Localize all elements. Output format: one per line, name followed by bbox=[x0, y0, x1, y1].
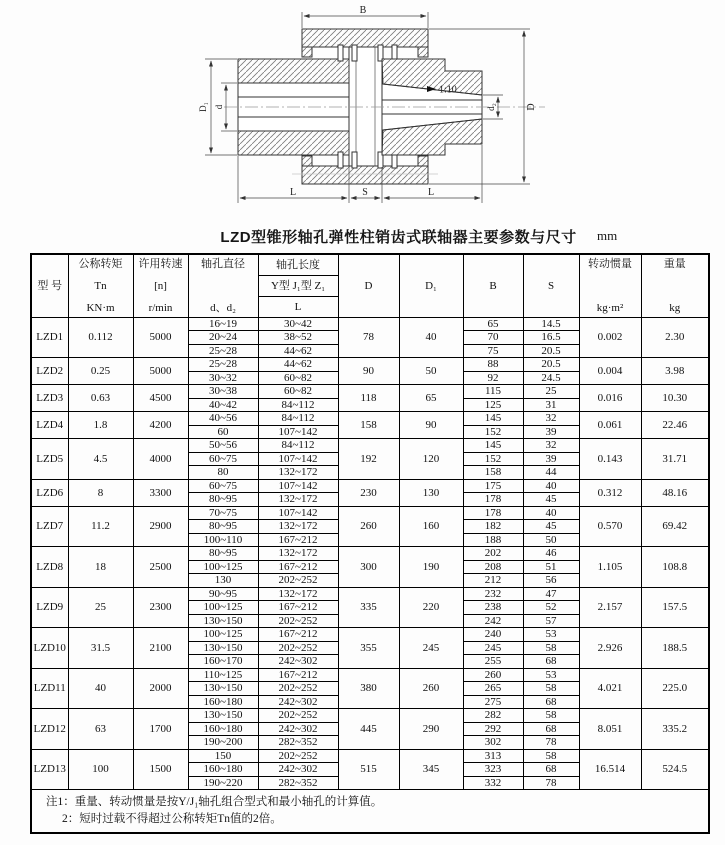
table-body bbox=[31, 317, 709, 790]
header-torque-unit: KN·m bbox=[86, 301, 115, 314]
cell-S: 14.5 bbox=[523, 317, 579, 331]
table-row bbox=[31, 587, 709, 601]
cell-speed: 2900 bbox=[133, 506, 188, 547]
cell-bore-dia: 100~125 bbox=[188, 628, 258, 642]
cell-bore-dia: 25~28 bbox=[188, 358, 258, 372]
cell-S: 58 bbox=[523, 682, 579, 696]
dim-label-D: D bbox=[526, 103, 537, 111]
cell-bore-dia: 30~32 bbox=[188, 371, 258, 385]
cell-bore-dia: 100~110 bbox=[188, 533, 258, 547]
cell-weight: 157.5 bbox=[641, 587, 709, 628]
cell-speed: 1700 bbox=[133, 709, 188, 750]
cell-bore-dia: 80~95 bbox=[188, 547, 258, 561]
coupling-section bbox=[238, 29, 482, 184]
cell-S: 51 bbox=[523, 560, 579, 574]
cell-B: 152 bbox=[463, 425, 523, 439]
cell-D1: 160 bbox=[399, 506, 463, 547]
cell-D: 158 bbox=[338, 412, 399, 439]
cell-weight: 524.5 bbox=[641, 749, 709, 790]
cell-B: 175 bbox=[463, 479, 523, 493]
cell-bore-len: 202~252 bbox=[258, 574, 338, 588]
cell-S: 20.5 bbox=[523, 344, 579, 358]
cell-bore-dia: 30~38 bbox=[188, 385, 258, 399]
cell-S: 58 bbox=[523, 709, 579, 723]
header-torque-sym: Tn bbox=[94, 279, 107, 292]
cell-bore-len: 202~252 bbox=[258, 614, 338, 628]
cell-S: 50 bbox=[523, 533, 579, 547]
cell-D: 230 bbox=[338, 479, 399, 506]
cell-S: 68 bbox=[523, 763, 579, 777]
cell-D: 445 bbox=[338, 709, 399, 750]
cell-bore-len: 44~62 bbox=[258, 344, 338, 358]
table-row bbox=[31, 628, 709, 642]
header-inertia-cn: 转动惯量 bbox=[588, 257, 632, 270]
cell-S: 39 bbox=[523, 425, 579, 439]
cell-B: 182 bbox=[463, 520, 523, 534]
cell-bore-dia: 130~150 bbox=[188, 641, 258, 655]
table-row bbox=[31, 709, 709, 723]
cell-speed: 3300 bbox=[133, 479, 188, 506]
cell-speed: 2300 bbox=[133, 587, 188, 628]
cell-D1: 65 bbox=[399, 385, 463, 412]
cell-speed: 4000 bbox=[133, 439, 188, 480]
cell-inertia: 2.926 bbox=[579, 628, 641, 669]
cell-S: 47 bbox=[523, 587, 579, 601]
cell-inertia: 0.570 bbox=[579, 506, 641, 547]
cell-model: LZD10 bbox=[31, 628, 68, 669]
unit-label: mm bbox=[597, 228, 618, 243]
title-row bbox=[0, 226, 725, 248]
header-speed bbox=[133, 254, 188, 317]
technical-drawing bbox=[0, 0, 725, 220]
table-row bbox=[31, 506, 709, 520]
cell-S: 32 bbox=[523, 439, 579, 453]
cell-B: 158 bbox=[463, 466, 523, 480]
cell-bore-dia: 160~170 bbox=[188, 655, 258, 669]
header-speed-unit: r/min bbox=[148, 301, 173, 314]
table-header bbox=[31, 254, 709, 317]
cell-bore-len: 107~142 bbox=[258, 425, 338, 439]
notes-row bbox=[31, 790, 709, 834]
cell-D1: 40 bbox=[399, 317, 463, 358]
cell-B: 115 bbox=[463, 385, 523, 399]
header-bore-dia bbox=[188, 254, 258, 317]
cell-model: LZD6 bbox=[31, 479, 68, 506]
header-torque bbox=[68, 254, 133, 317]
cell-S: 24.5 bbox=[523, 371, 579, 385]
cell-bore-dia: 16~19 bbox=[188, 317, 258, 331]
cell-bore-dia: 130 bbox=[188, 574, 258, 588]
header-speed-sym: [n] bbox=[154, 279, 167, 292]
cell-bore-dia: 110~125 bbox=[188, 668, 258, 682]
taper-label: 1:10 bbox=[439, 84, 457, 96]
table-row bbox=[31, 749, 709, 763]
header-S: S bbox=[523, 254, 579, 317]
cell-bore-len: 132~172 bbox=[258, 547, 338, 561]
cell-inertia: 0.004 bbox=[579, 358, 641, 385]
cell-B: 92 bbox=[463, 371, 523, 385]
cell-bore-len: 167~212 bbox=[258, 628, 338, 642]
cell-weight: 31.71 bbox=[641, 439, 709, 480]
cell-weight: 10.30 bbox=[641, 385, 709, 412]
cell-speed: 2000 bbox=[133, 668, 188, 709]
cell-bore-len: 132~172 bbox=[258, 466, 338, 480]
cell-speed: 5000 bbox=[133, 358, 188, 385]
cell-S: 58 bbox=[523, 749, 579, 763]
cell-S: 45 bbox=[523, 520, 579, 534]
spec-table bbox=[30, 253, 710, 834]
cell-B: 212 bbox=[463, 574, 523, 588]
header-D: D bbox=[338, 254, 399, 317]
cell-speed: 5000 bbox=[133, 317, 188, 358]
cell-bore-len: 242~302 bbox=[258, 722, 338, 736]
cell-weight: 335.2 bbox=[641, 709, 709, 750]
cell-bore-len: 107~142 bbox=[258, 506, 338, 520]
cell-bore-len: 132~172 bbox=[258, 493, 338, 507]
table-row bbox=[31, 668, 709, 682]
header-bore-len: 轴孔长度 bbox=[258, 254, 338, 275]
cell-B: 145 bbox=[463, 412, 523, 426]
cell-S: 40 bbox=[523, 506, 579, 520]
cell-weight: 225.0 bbox=[641, 668, 709, 709]
table-row bbox=[31, 358, 709, 372]
cell-inertia: 0.016 bbox=[579, 385, 641, 412]
cell-S: 53 bbox=[523, 668, 579, 682]
cell-bore-dia: 60~75 bbox=[188, 479, 258, 493]
cell-model: LZD3 bbox=[31, 385, 68, 412]
cell-bore-dia: 160~180 bbox=[188, 763, 258, 777]
cell-S: 78 bbox=[523, 736, 579, 750]
cell-bore-dia: 130~150 bbox=[188, 709, 258, 723]
cell-torque: 1.8 bbox=[68, 412, 133, 439]
cell-bore-len: 107~142 bbox=[258, 479, 338, 493]
header-D1: D₁ bbox=[399, 254, 463, 317]
cell-D1: 50 bbox=[399, 358, 463, 385]
cell-B: 188 bbox=[463, 533, 523, 547]
cell-torque: 100 bbox=[68, 749, 133, 790]
header-bore-dia-sym: d、d₂ bbox=[210, 301, 236, 314]
cell-bore-dia: 130~150 bbox=[188, 614, 258, 628]
cell-weight: 108.8 bbox=[641, 547, 709, 588]
cell-B: 255 bbox=[463, 655, 523, 669]
cell-speed: 1500 bbox=[133, 749, 188, 790]
cell-B: 178 bbox=[463, 506, 523, 520]
header-B: B bbox=[463, 254, 523, 317]
cell-bore-len: 202~252 bbox=[258, 709, 338, 723]
cell-bore-len: 84~112 bbox=[258, 439, 338, 453]
cell-bore-len: 38~52 bbox=[258, 331, 338, 345]
cell-inertia: 8.051 bbox=[579, 709, 641, 750]
cell-bore-dia: 190~200 bbox=[188, 736, 258, 750]
cell-S: 68 bbox=[523, 695, 579, 709]
dim-label-L-left: L bbox=[289, 187, 297, 198]
cell-B: 313 bbox=[463, 749, 523, 763]
header-speed-cn: 许用转速 bbox=[138, 257, 183, 270]
header-weight bbox=[641, 254, 709, 317]
cell-D: 335 bbox=[338, 587, 399, 628]
cell-B: 242 bbox=[463, 614, 523, 628]
cell-bore-len: 132~172 bbox=[258, 587, 338, 601]
cell-B: 232 bbox=[463, 587, 523, 601]
cell-D1: 290 bbox=[399, 709, 463, 750]
cell-B: 292 bbox=[463, 722, 523, 736]
cell-D1: 130 bbox=[399, 479, 463, 506]
cell-bore-len: 282~352 bbox=[258, 736, 338, 750]
cell-bore-dia: 190~220 bbox=[188, 776, 258, 790]
cell-S: 53 bbox=[523, 628, 579, 642]
cell-B: 152 bbox=[463, 452, 523, 466]
cell-bore-dia: 160~180 bbox=[188, 722, 258, 736]
dim-label-S: S bbox=[362, 187, 368, 198]
cell-S: 45 bbox=[523, 493, 579, 507]
cell-B: 240 bbox=[463, 628, 523, 642]
cell-bore-dia: 40~56 bbox=[188, 412, 258, 426]
cell-speed: 2100 bbox=[133, 628, 188, 669]
cell-S: 16.5 bbox=[523, 331, 579, 345]
cell-inertia: 0.143 bbox=[579, 439, 641, 480]
cell-model: LZD4 bbox=[31, 412, 68, 439]
cell-S: 78 bbox=[523, 776, 579, 790]
cell-B: 145 bbox=[463, 439, 523, 453]
cell-D: 118 bbox=[338, 385, 399, 412]
cell-torque: 31.5 bbox=[68, 628, 133, 669]
page-title: LZD型锥形轴孔弹性柱销齿式联轴器主要参数与尺寸 bbox=[220, 229, 577, 246]
cell-bore-len: 202~252 bbox=[258, 749, 338, 763]
header-torque-cn: 公称转矩 bbox=[78, 257, 123, 270]
cell-model: LZD13 bbox=[31, 749, 68, 790]
dim-label-B: B bbox=[359, 5, 367, 16]
cell-bore-len: 167~212 bbox=[258, 533, 338, 547]
cell-B: 323 bbox=[463, 763, 523, 777]
cell-bore-dia: 40~42 bbox=[188, 398, 258, 412]
cell-bore-dia: 80 bbox=[188, 466, 258, 480]
cell-model: LZD7 bbox=[31, 506, 68, 547]
dim-label-L-right: L bbox=[427, 187, 435, 198]
cell-inertia: 2.157 bbox=[579, 587, 641, 628]
cell-torque: 0.63 bbox=[68, 385, 133, 412]
cell-B: 208 bbox=[463, 560, 523, 574]
table-row bbox=[31, 412, 709, 426]
header-inertia bbox=[579, 254, 641, 317]
cell-B: 65 bbox=[463, 317, 523, 331]
cell-D1: 345 bbox=[399, 749, 463, 790]
header-model: 型 号 bbox=[31, 254, 68, 317]
cell-bore-len: 107~142 bbox=[258, 452, 338, 466]
cell-model: LZD9 bbox=[31, 587, 68, 628]
cell-weight: 3.98 bbox=[641, 358, 709, 385]
cell-D: 380 bbox=[338, 668, 399, 709]
cell-weight: 22.46 bbox=[641, 412, 709, 439]
cell-weight: 188.5 bbox=[641, 628, 709, 669]
dim-label-d: d bbox=[214, 104, 224, 110]
header-weight-cn: 重量 bbox=[663, 257, 686, 270]
cell-S: 20.5 bbox=[523, 358, 579, 372]
cell-torque: 0.112 bbox=[68, 317, 133, 358]
header-weight-unit: kg bbox=[669, 301, 681, 314]
cell-model: LZD1 bbox=[31, 317, 68, 358]
cell-bore-dia: 80~95 bbox=[188, 520, 258, 534]
cell-B: 245 bbox=[463, 641, 523, 655]
cell-S: 57 bbox=[523, 614, 579, 628]
cell-bore-dia: 70~75 bbox=[188, 506, 258, 520]
cell-inertia: 16.514 bbox=[579, 749, 641, 790]
cell-bore-dia: 90~95 bbox=[188, 587, 258, 601]
cell-bore-dia: 100~125 bbox=[188, 560, 258, 574]
cell-D1: 245 bbox=[399, 628, 463, 669]
cell-bore-len: 132~172 bbox=[258, 520, 338, 534]
cell-bore-dia: 60 bbox=[188, 425, 258, 439]
notes-cell bbox=[31, 790, 709, 834]
cell-bore-len: 202~252 bbox=[258, 682, 338, 696]
cell-S: 68 bbox=[523, 722, 579, 736]
cell-weight: 48.16 bbox=[641, 479, 709, 506]
cell-D1: 120 bbox=[399, 439, 463, 480]
cell-D1: 260 bbox=[399, 668, 463, 709]
header-bore-dia-cn: 轴孔直径 bbox=[201, 257, 245, 270]
cell-torque: 18 bbox=[68, 547, 133, 588]
dim-label-D1: D₁ bbox=[198, 102, 208, 112]
table-row bbox=[31, 385, 709, 399]
cell-bore-dia: 100~125 bbox=[188, 601, 258, 615]
cell-speed: 4200 bbox=[133, 412, 188, 439]
cell-D: 515 bbox=[338, 749, 399, 790]
cell-torque: 40 bbox=[68, 668, 133, 709]
cell-bore-len: 60~82 bbox=[258, 385, 338, 399]
cell-bore-dia: 20~24 bbox=[188, 331, 258, 345]
cell-torque: 11.2 bbox=[68, 506, 133, 547]
cell-D1: 190 bbox=[399, 547, 463, 588]
cell-bore-dia: 50~56 bbox=[188, 439, 258, 453]
cell-bore-len: 60~82 bbox=[258, 371, 338, 385]
cell-B: 70 bbox=[463, 331, 523, 345]
table-row bbox=[31, 439, 709, 453]
cell-B: 125 bbox=[463, 398, 523, 412]
cell-model: LZD12 bbox=[31, 709, 68, 750]
cell-D1: 220 bbox=[399, 587, 463, 628]
cell-D: 260 bbox=[338, 506, 399, 547]
header-bore-len-types: Y型 J₁型 Z₁ bbox=[258, 275, 338, 296]
cell-torque: 8 bbox=[68, 479, 133, 506]
cell-bore-len: 242~302 bbox=[258, 695, 338, 709]
cell-B: 302 bbox=[463, 736, 523, 750]
table-row bbox=[31, 479, 709, 493]
cell-D: 90 bbox=[338, 358, 399, 385]
cell-torque: 4.5 bbox=[68, 439, 133, 480]
cell-D: 300 bbox=[338, 547, 399, 588]
cell-D: 78 bbox=[338, 317, 399, 358]
cell-S: 52 bbox=[523, 601, 579, 615]
cell-weight: 2.30 bbox=[641, 317, 709, 358]
cell-weight: 69.42 bbox=[641, 506, 709, 547]
cell-bore-len: 282~352 bbox=[258, 776, 338, 790]
table-row bbox=[31, 547, 709, 561]
cell-B: 265 bbox=[463, 682, 523, 696]
cell-bore-len: 84~112 bbox=[258, 398, 338, 412]
cell-inertia: 1.105 bbox=[579, 547, 641, 588]
cell-B: 332 bbox=[463, 776, 523, 790]
cell-B: 238 bbox=[463, 601, 523, 615]
cell-bore-dia: 130~150 bbox=[188, 682, 258, 696]
cell-bore-len: 167~212 bbox=[258, 560, 338, 574]
cell-B: 202 bbox=[463, 547, 523, 561]
cell-S: 39 bbox=[523, 452, 579, 466]
cell-S: 56 bbox=[523, 574, 579, 588]
cell-D: 355 bbox=[338, 628, 399, 669]
cell-model: LZD2 bbox=[31, 358, 68, 385]
cell-torque: 63 bbox=[68, 709, 133, 750]
header-inertia-unit: kg·m² bbox=[596, 301, 624, 314]
cell-S: 25 bbox=[523, 385, 579, 399]
cell-S: 32 bbox=[523, 412, 579, 426]
cell-S: 68 bbox=[523, 655, 579, 669]
cell-B: 275 bbox=[463, 695, 523, 709]
cell-bore-len: 44~62 bbox=[258, 358, 338, 372]
cell-inertia: 0.312 bbox=[579, 479, 641, 506]
cell-bore-len: 242~302 bbox=[258, 655, 338, 669]
cell-inertia: 0.061 bbox=[579, 412, 641, 439]
dim-label-d2: d₂ bbox=[486, 103, 496, 111]
cell-bore-len: 84~112 bbox=[258, 412, 338, 426]
cell-B: 178 bbox=[463, 493, 523, 507]
cell-model: LZD8 bbox=[31, 547, 68, 588]
cell-bore-dia: 25~28 bbox=[188, 344, 258, 358]
cell-B: 282 bbox=[463, 709, 523, 723]
cell-B: 88 bbox=[463, 358, 523, 372]
cell-B: 260 bbox=[463, 668, 523, 682]
cell-B: 75 bbox=[463, 344, 523, 358]
cell-torque: 25 bbox=[68, 587, 133, 628]
cell-D: 192 bbox=[338, 439, 399, 480]
cell-bore-dia: 60~75 bbox=[188, 452, 258, 466]
header-bore-len-L: L bbox=[258, 296, 338, 317]
note-line-1: 注1：重量、转动惯量是按Y/J₁轴孔组合型式和最小轴孔的计算值。 bbox=[46, 796, 383, 808]
cell-torque: 0.25 bbox=[68, 358, 133, 385]
cell-bore-len: 167~212 bbox=[258, 601, 338, 615]
cell-speed: 2500 bbox=[133, 547, 188, 588]
cell-bore-len: 167~212 bbox=[258, 668, 338, 682]
cell-bore-len: 30~42 bbox=[258, 317, 338, 331]
cell-model: LZD5 bbox=[31, 439, 68, 480]
cell-bore-dia: 80~95 bbox=[188, 493, 258, 507]
cell-bore-dia: 150 bbox=[188, 749, 258, 763]
cell-D1: 90 bbox=[399, 412, 463, 439]
cell-bore-dia: 160~180 bbox=[188, 695, 258, 709]
cell-inertia: 4.021 bbox=[579, 668, 641, 709]
cell-S: 31 bbox=[523, 398, 579, 412]
cell-S: 40 bbox=[523, 479, 579, 493]
cell-speed: 4500 bbox=[133, 385, 188, 412]
table-footer bbox=[31, 790, 709, 834]
cell-inertia: 0.002 bbox=[579, 317, 641, 358]
cell-model: LZD11 bbox=[31, 668, 68, 709]
cell-S: 46 bbox=[523, 547, 579, 561]
table-row bbox=[31, 317, 709, 331]
cell-bore-len: 242~302 bbox=[258, 763, 338, 777]
cell-S: 58 bbox=[523, 641, 579, 655]
cell-S: 44 bbox=[523, 466, 579, 480]
note-line-2: 2：短时过载不得超过公称转矩Tn值的2倍。 bbox=[62, 813, 282, 825]
cell-bore-len: 202~252 bbox=[258, 641, 338, 655]
